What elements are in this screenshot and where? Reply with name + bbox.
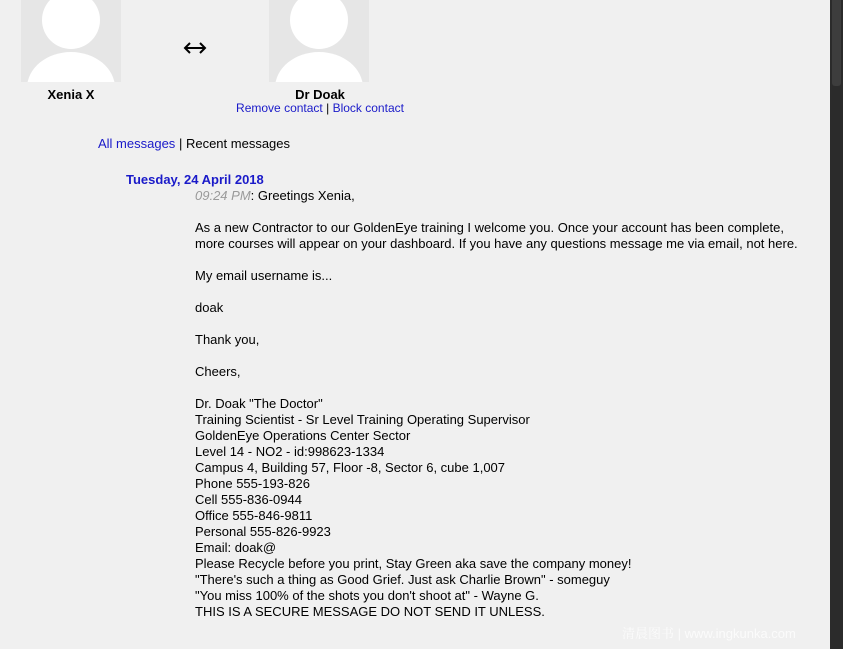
scrollbar-thumb[interactable] — [832, 0, 841, 86]
message-line — [195, 204, 815, 220]
separator: | — [178, 136, 183, 151]
date-heading: Tuesday, 24 April 2018 — [126, 172, 264, 187]
message-line: Phone 555-193-826 — [195, 476, 310, 491]
message-line: doak — [195, 300, 224, 315]
message-line: Please Recycle before you print, Stay Green aka save the company money! — [195, 556, 632, 571]
message-timestamp: 09:24 PM — [195, 188, 251, 203]
message-body — [195, 188, 815, 620]
message-lines — [195, 204, 815, 620]
message-line: "You miss 100% of the shots you don't shoot at" - Wayne G. — [195, 588, 539, 603]
message-line — [195, 316, 815, 332]
contact-actions — [200, 101, 440, 115]
message-header-line — [195, 188, 815, 204]
message-filter — [98, 136, 290, 151]
double-arrow-icon — [182, 38, 208, 58]
avatar-dr-doak[interactable] — [269, 0, 369, 82]
watermark-text: 清晨图书 | www.ingkunka.com — [622, 626, 796, 641]
participant-name-left: Xenia X — [47, 87, 95, 102]
user-silhouette-icon — [21, 0, 121, 82]
message-line: Cheers, — [195, 364, 241, 379]
message-line: Thank you, — [195, 332, 260, 347]
block-contact-link[interactable]: Block contact — [332, 101, 404, 115]
message-line: Personal 555-826-9923 — [195, 524, 331, 539]
avatar-xenia[interactable] — [21, 0, 121, 82]
message-line: "There's such a thing as Good Grief. Just ask Charlie Brown" - someguy — [195, 572, 610, 587]
message-line — [195, 252, 815, 268]
recent-messages-label: Recent messages — [185, 136, 291, 151]
message-line: As a new Contractor to our GoldenEye training I welcome you. Once your account has been complete, — [195, 220, 784, 235]
message-line: My email username is... — [195, 268, 333, 283]
message-line: Level 14 - NO2 - id:998623-1334 — [195, 444, 385, 459]
participant-name-right: Dr Doak — [295, 87, 345, 102]
message-line: THIS IS A SECURE MESSAGE DO NOT SEND IT UNLESS. — [195, 604, 545, 619]
message-line — [195, 380, 815, 396]
message-line: more courses will appear on your dashboard. If you have any questions message me via email, not here. — [195, 236, 798, 251]
vertical-scrollbar[interactable] — [830, 0, 843, 649]
message-line: Dr. Doak "The Doctor" — [195, 396, 323, 411]
remove-contact-link[interactable]: Remove contact — [236, 101, 323, 115]
user-silhouette-icon — [269, 0, 369, 82]
message-line: Office 555-846-9811 — [195, 508, 313, 523]
message-line: Cell 555-836-0944 — [195, 492, 302, 507]
message-line — [195, 348, 815, 364]
message-line: Email: doak@ — [195, 540, 277, 555]
message-line: Training Scientist - Sr Level Training Operating Supervisor — [195, 412, 530, 427]
separator: | — [326, 101, 330, 115]
all-messages-link[interactable]: All messages — [98, 136, 176, 151]
message-line: GoldenEye Operations Center Sector — [195, 428, 411, 443]
message-line: Campus 4, Building 57, Floor -8, Sector 6, cube 1,007 — [195, 460, 506, 475]
message-line — [195, 284, 815, 300]
message-greeting: : Greetings Xenia, — [250, 188, 355, 203]
